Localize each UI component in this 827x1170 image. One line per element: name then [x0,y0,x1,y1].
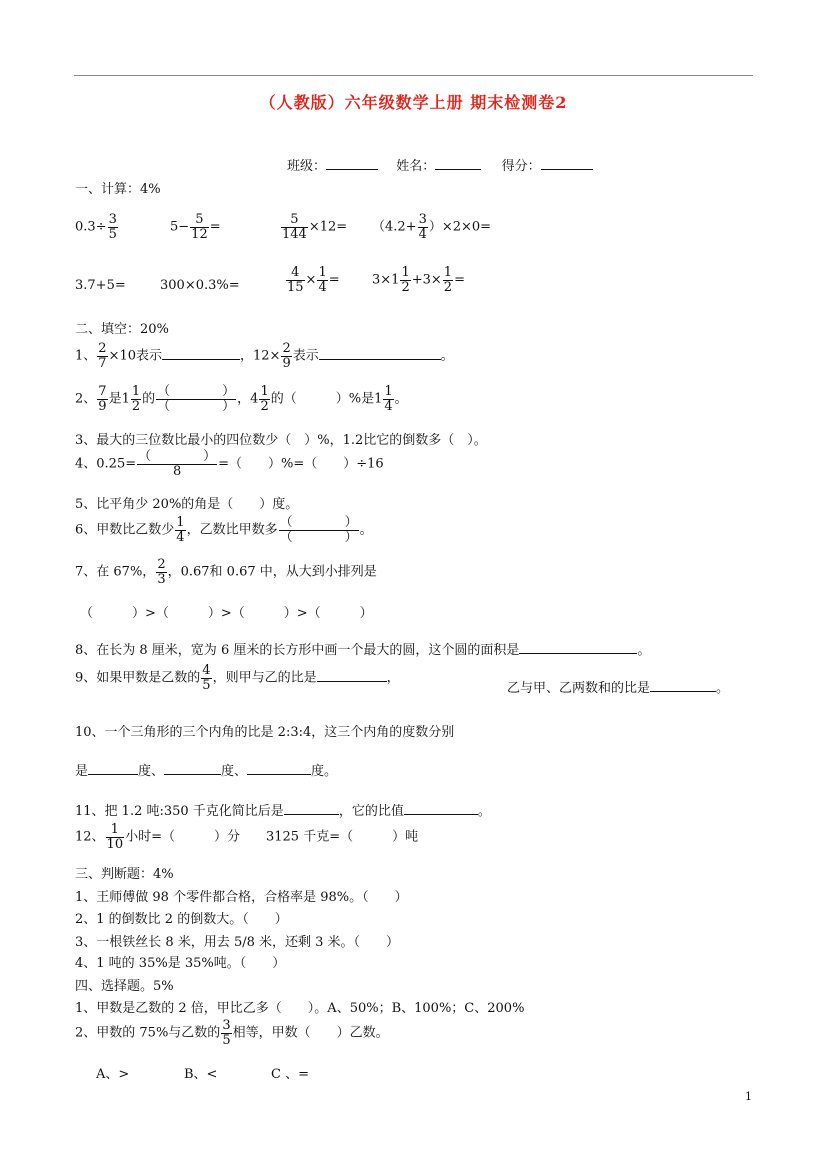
calc-h: 3×1 $\frac{1}{2}$ +3× $\frac{1}{2}$ = [372,265,465,295]
judge-3: 3、一根铁丝长 8 米，用去 5/8 米，还剩 3 米。（ ） [75,935,400,950]
fill-q9-right: 乙与甲、乙两数和的比是 。 [507,681,730,696]
fill-q10: 10、一个三角形的三个内角的比是 2:3:4，这三个内角的度数分别 [75,725,455,740]
fill-q5: 5、比平角少 20%的角是（ ）度。 [75,497,299,512]
fill-q8: 8、在长为 8 厘米，宽为 6 厘米的长方形中画一个最大的圆，这个圆的面积是 。 [75,643,651,658]
fill-q3: 3、最大的三位数比最小的四位数少（ ）%，1.2比它的倒数多（ ）。 [75,433,487,448]
fill-q2: 2、 $\frac{7}{9}$ 是1 $\frac{1}{2}$ 的 $\frac{( )}{( )}$ ，4 $\frac{1}{2}$ 的（ ）%是1 $\frac{1}{4}$ 。 [75,384,408,414]
calc-a: 0.3÷ $\frac{3}{5}$ [75,212,117,242]
judge-2: 2、1 的倒数比 2 的倒数大。（ ） [75,912,288,927]
q11-blank-2[interactable] [404,814,478,815]
choice-q1: 1、甲数是乙数的 2 倍，甲比乙多（ ）。A、50%；B、100%；C、200% [75,1001,525,1016]
page-number: 1 [745,1090,752,1103]
fill-q7-line2: （ ）>（ ）>（ ）>（ ） [80,606,373,621]
section-2-heading: 二、填空：20% [75,322,169,337]
fill-q11: 11、把 1.2 吨:350 千克化简比后是 ，它的比值 。 [75,804,491,819]
section-3-heading: 三、判断题：4% [75,867,174,882]
calc-b: 5− $\frac{5}{12}$ = [170,212,221,242]
page-title: （人教版）六年级数学上册 期末检测卷2 [259,93,568,112]
fill-q9: 9、如果甲数是乙数的 $\frac{4}{5}$ ，则甲与乙的比是 ， [75,663,400,693]
score-label: 得分： [501,159,541,174]
calc-e: 3.7+5= [75,278,126,293]
q9-blank-1[interactable] [317,681,387,682]
info-line [287,155,593,174]
q10-blank-2[interactable] [164,774,221,775]
q11-blank-1[interactable] [284,814,339,815]
section-4-heading: 四、选择题。5% [75,979,174,994]
q10-blank-1[interactable] [88,774,138,775]
choice-option-c[interactable]: C 、= [271,1067,309,1082]
header-rule [74,75,753,76]
fill-q1: 1、 $\frac{2}{7}$ ×10表示 ，12× $\frac{2}{9}$ 表示 。 [75,341,454,371]
name-label: 姓名： [396,159,436,174]
judge-1: 1、王师傅做 98 个零件都合格，合格率是 98%。（ ） [75,890,408,905]
fill-q6: 6、甲数比乙数少 $\frac{1}{4}$ ，乙数比甲数多 $\frac{( )}{( )}$ 。 [75,515,373,545]
section-1-heading: 一、计算：4% [75,182,161,197]
fill-q7: 7、在 67%， $\frac{2}{3}$ ，0.67和 0.67 中，从大到小排列是 [75,557,377,587]
choice-option-b[interactable]: B、< [184,1067,218,1082]
calc-g: $\frac{4}{15}$ × $\frac{1}{4}$ = [287,265,340,295]
q1-blank-1[interactable] [162,359,240,360]
calc-d: （4.2+ $\frac{3}{4}$ ）×2×0= [372,212,492,242]
choice-option-a[interactable]: A、> [96,1067,130,1082]
calc-c: $\frac{5}{144}$ ×12= [282,212,348,242]
fill-q12: 12、 $\frac{1}{10}$ 小时=（ ）分 3125 千克=（ ）吨 [75,822,419,852]
fill-q10-line2: 是 度、 度、 度。 [75,764,338,779]
judge-4: 4、1 吨的 35%是 35%吨。（ ） [75,956,286,971]
q9-blank-2[interactable] [650,691,716,692]
q8-blank[interactable] [519,653,637,654]
name-blank[interactable] [435,169,481,170]
class-label: 班级： [287,159,327,174]
class-blank[interactable] [326,169,378,170]
choice-q2: 2、甲数的 75%与乙数的 $\frac{3}{5}$ 相等，甲数（ ）乙数。 [75,1018,389,1048]
q10-blank-3[interactable] [247,774,311,775]
fill-q4: 4、0.25= $\frac{( )}{8}$ =（ ）%=（ ）÷16 [75,449,384,479]
q1-blank-2[interactable] [319,359,441,360]
calc-f: 300×0.3%= [160,278,240,293]
score-blank[interactable] [541,169,593,170]
